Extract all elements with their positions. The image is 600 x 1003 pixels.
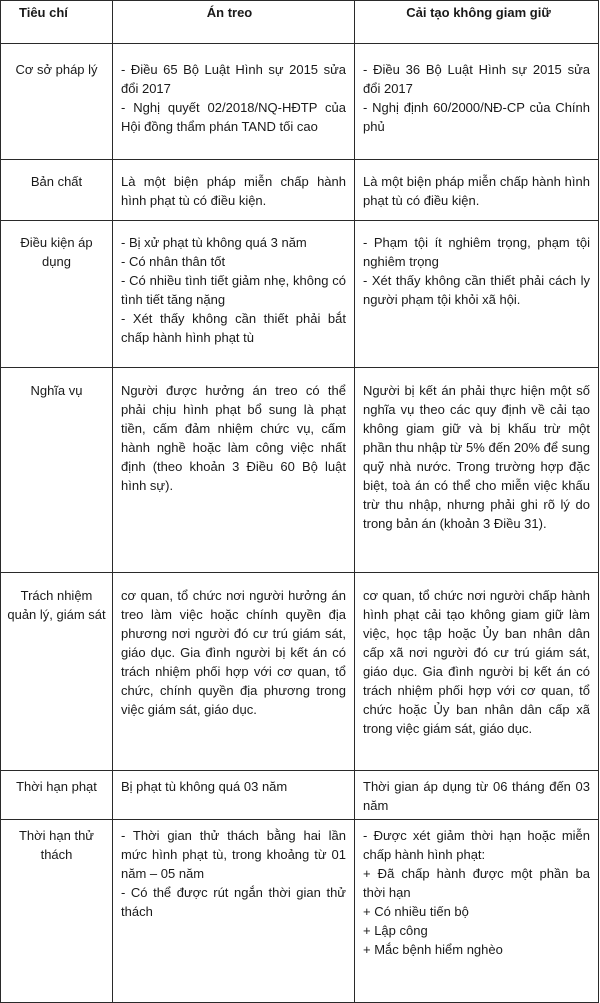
criterion-cell: Nghĩa vụ: [1, 368, 113, 573]
an-treo-cell: [113, 771, 355, 820]
cell-line: + Có nhiều tiến bộ: [363, 904, 469, 919]
cell-line: Là một biện pháp miễn chấp hành hình phạt tù có điều kiện.: [363, 174, 590, 208]
criterion-cell: Thời hạn thử thách: [1, 820, 113, 1003]
an-treo-cell: [113, 820, 355, 1003]
cell-line: + Đã chấp hành được một phần ba thời hạn: [363, 866, 590, 900]
header-cai-tao: Cải tạo không giam giữ: [355, 1, 599, 44]
criterion-cell: Cơ sở pháp lý: [1, 44, 113, 160]
cai-tao-cell: [355, 820, 599, 1003]
an-treo-cell: [113, 368, 355, 573]
cai-tao-cell: [355, 368, 599, 573]
table-row: [1, 221, 599, 368]
cell-line: Là một biện pháp miễn chấp hành hình phạt tù có điều kiện.: [121, 174, 346, 208]
cai-tao-cell: [355, 771, 599, 820]
cell-line: - Phạm tội ít nghiêm trọng, phạm tội nghiêm trọng: [363, 235, 590, 269]
cell-line: - Bị xử phạt tù không quá 3 năm: [121, 235, 307, 250]
an-treo-cell: [113, 44, 355, 160]
criterion-cell: Bản chất: [1, 160, 113, 221]
criterion-cell: Điều kiện áp dụng: [1, 221, 113, 368]
an-treo-cell: [113, 160, 355, 221]
table-row: [1, 160, 599, 221]
cell-line: + Mắc bệnh hiểm nghèo: [363, 942, 503, 957]
cell-line: - Được xét giảm thời hạn hoặc miễn chấp hành hình phạt:: [363, 828, 590, 862]
cai-tao-cell: [355, 160, 599, 221]
cell-line: - Có nhiều tình tiết giảm nhẹ, không có tình tiết tăng nặng: [121, 273, 346, 307]
cell-line: - Có nhân thân tốt: [121, 254, 226, 269]
cell-line: Thời gian áp dụng từ 06 tháng đến 03 năm: [363, 779, 590, 813]
an-treo-cell: [113, 573, 355, 771]
table-row: [1, 368, 599, 573]
criterion-cell: Trách nhiệm quản lý, giám sát: [1, 573, 113, 771]
cai-tao-cell: [355, 44, 599, 160]
header-row: [1, 1, 599, 44]
cell-line: - Xét thấy không cần thiết phải cách ly người phạm tội khỏi xã hội.: [363, 273, 590, 307]
cell-line: - Có thể được rút ngắn thời gian thử thách: [121, 885, 346, 919]
table-row: [1, 820, 599, 1003]
cell-line: cơ quan, tổ chức nơi người hưởng án treo làm việc hoặc chính quyền địa phương nơi người đó cư trú giám sát, giáo dục. Gia đình người bị kết án có trách nhiệm phối hợp với cơ quan, tổ chức, chính quyền địa phương trong việc giám sát, giáo dục.: [121, 588, 346, 717]
header-criterion: Tiêu chí: [1, 1, 113, 44]
cell-line: - Nghị quyết 02/2018/NQ-HĐTP của Hội đồng thẩm phán TAND tối cao: [121, 100, 346, 134]
cell-line: - Điều 36 Bộ Luật Hình sự 2015 sửa đổi 2017: [363, 62, 590, 96]
table-row: [1, 771, 599, 820]
cell-line: - Nghị định 60/2000/NĐ-CP của Chính phủ: [363, 100, 590, 134]
cai-tao-cell: [355, 221, 599, 368]
header-an-treo: Án treo: [113, 1, 355, 44]
cell-line: cơ quan, tổ chức nơi người chấp hành hình phạt cải tạo không giam giữ làm việc, học tập hoặc Ủy ban nhân dân cấp xã nơi người đó cư trú giám sát, giáo dục. Gia đình người bị kết án có trách nhiệm phối hợp với cơ quan, tổ chức hoặc Ủy ban nhân dân cấp xã trong việc giám sát, giáo dục.: [363, 588, 590, 736]
an-treo-cell: [113, 221, 355, 368]
cai-tao-cell: [355, 573, 599, 771]
cell-line: - Xét thấy không cần thiết phải bắt chấp hành hình phạt tù: [121, 311, 346, 345]
cell-line: + Lập công: [363, 923, 428, 938]
criterion-cell: Thời hạn phạt: [1, 771, 113, 820]
cell-line: - Thời gian thử thách bằng hai lần mức hình phạt tù, trong khoảng từ 01 năm – 05 năm: [121, 828, 346, 881]
cell-line: Bị phạt tù không quá 03 năm: [121, 779, 288, 794]
cell-line: Người được hưởng án treo có thể phải chịu hình phạt bổ sung là phạt tiền, cấm đảm nhiệm chức vụ, cấm hành nghề hoặc làm công việc nhất định (theo khoản 3 Điều 60 Bộ luật hình sự).: [121, 383, 346, 493]
cell-line: Người bị kết án phải thực hiện một số nghĩa vụ theo các quy định về cải tạo không giam giữ và bị khấu trừ một phần thu nhập từ 5% đến 20% để sung quỹ nhà nước. Trong trường hợp đặc biệt, toà án có thể cho miễn việc khấu trừ thu nhập, nhưng phải ghi rõ lý do trong bản án (khoản 3 Điều 31).: [363, 383, 590, 531]
table-row: [1, 573, 599, 771]
cell-line: - Điều 65 Bộ Luật Hình sự 2015 sửa đổi 2017: [121, 62, 346, 96]
table-row: [1, 44, 599, 160]
